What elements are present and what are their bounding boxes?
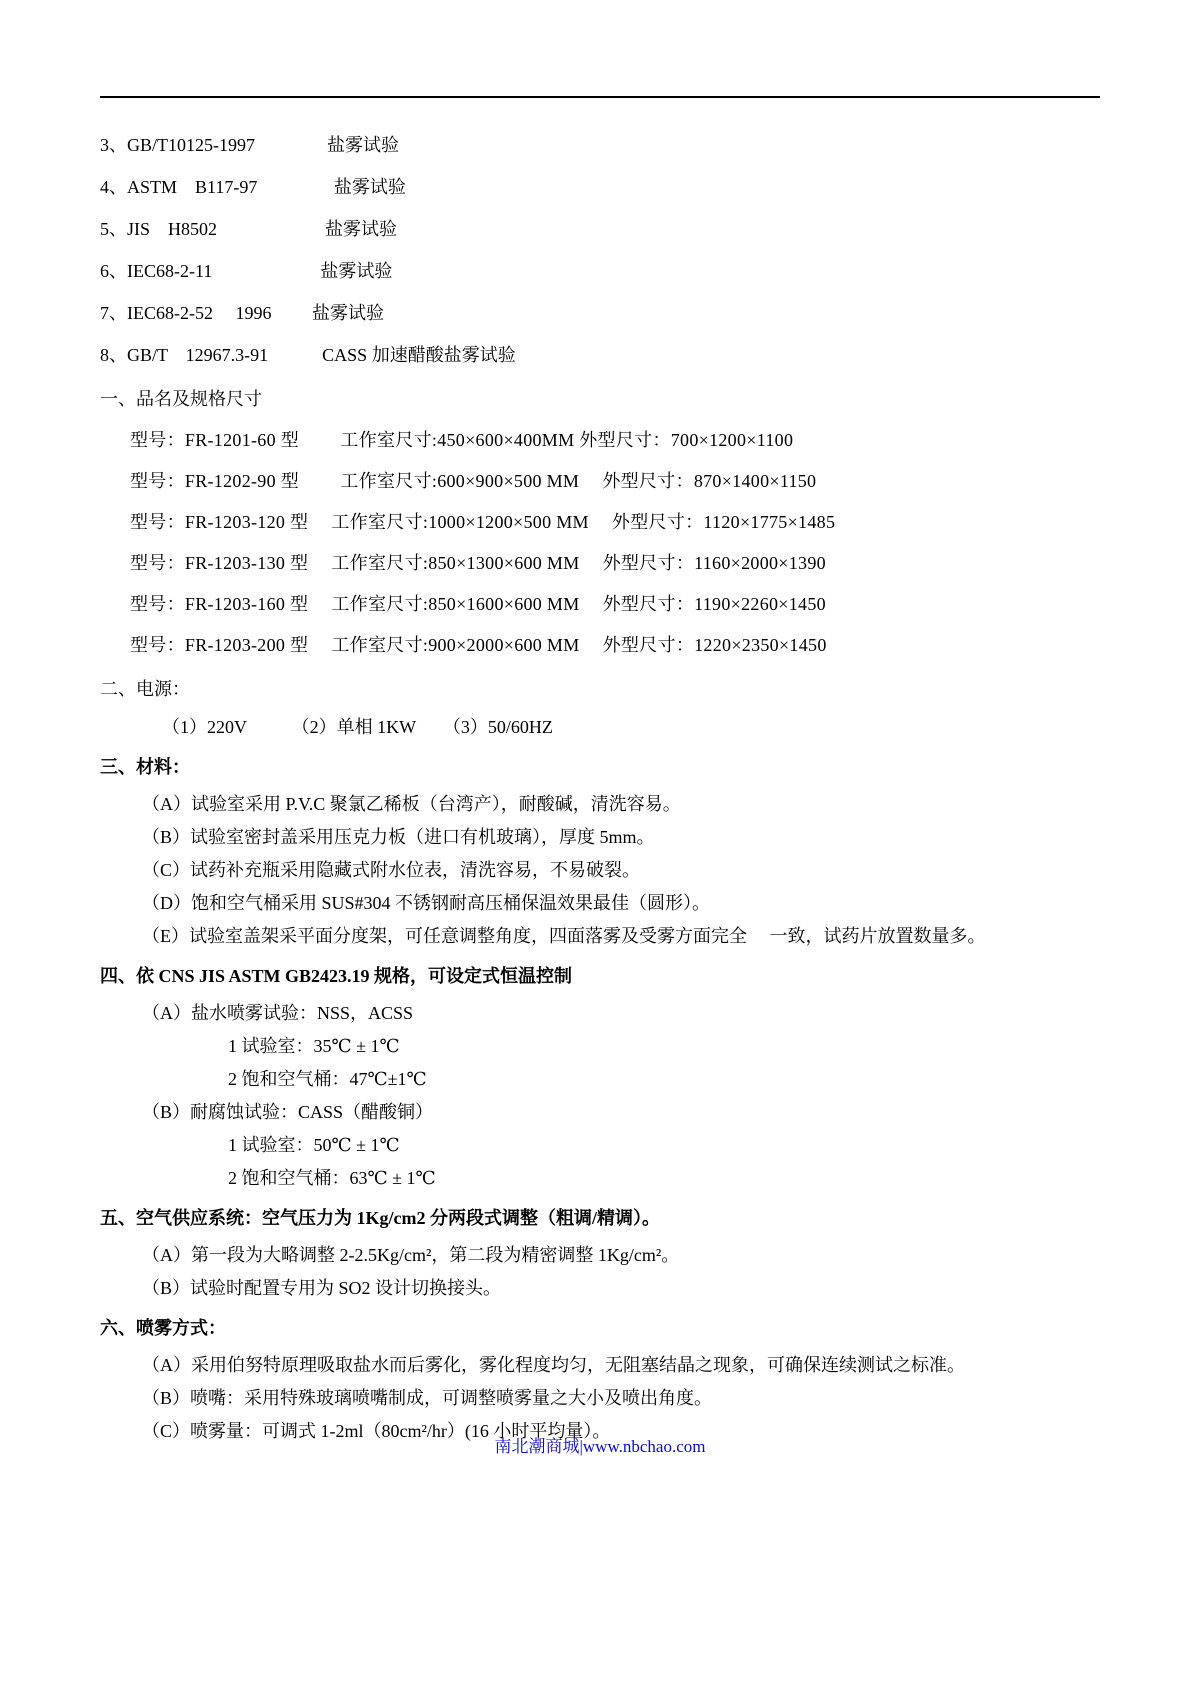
- section-product-specs: [100, 378, 1100, 666]
- air-supply-item: （A）第一段为大略调整 2-2.5Kg/cm²，第二段为精密调整 1Kg/cm²。: [142, 1245, 680, 1265]
- temp-control-item: （B）耐腐蚀试验：CASS（醋酸铜）: [142, 1102, 434, 1122]
- air-supply-item: （B）试验时配置专用为 SO2 设计切换接头。: [142, 1278, 502, 1298]
- section-4-heading: 四、依 CNS JIS ASTM GB2423.19 规格，可设定式恒温控制: [100, 966, 573, 986]
- material-item: （E）试验室盖架采平面分度架，可任意调整角度，四面落雾及受雾方面完全 一致，试药片放置数量多。: [142, 926, 986, 946]
- model-spec: 型号：FR-1203-160 型 工作室尺寸:850×1600×600 MM 外型尺寸：1190×2260×1450: [130, 594, 826, 614]
- section-temp-control: [100, 955, 1100, 1195]
- material-item: （D）饱和空气桶采用 SUS#304 不锈钢耐高压桶保温效果最佳（圆形）。: [142, 893, 711, 913]
- model-spec: 型号：FR-1203-200 型 工作室尺寸:900×2000×600 MM 外型尺寸：1220×2350×1450: [130, 635, 827, 655]
- section-5-heading: 五、空气供应系统：空气压力为 1Kg/cm2 分两段式调整（粗调/精调）。: [100, 1208, 660, 1228]
- model-spec: 型号：FR-1203-130 型 工作室尺寸:850×1300×600 MM 外型尺寸：1160×2000×1390: [130, 553, 826, 573]
- temp-control-item: （A）盐水喷雾试验：NSS，ACSS: [142, 1003, 414, 1023]
- spray-mode-item: （C）喷雾量：可调式 1-2ml（80cm²/hr）(16 小时平均量）。: [142, 1421, 611, 1441]
- footer-link[interactable]: 南北潮商城|www.nbchao.com: [494, 1437, 706, 1456]
- spray-mode-item: （B）喷嘴：采用特殊玻璃喷嘴制成，可调整喷雾量之大小及喷出角度。: [142, 1388, 713, 1408]
- standard-item: 5、JIS H8502 盐雾试验: [100, 219, 398, 239]
- temp-control-subitem: 1 试验室：35℃ ± 1℃: [228, 1036, 400, 1056]
- material-item: （B）试验室密封盖采用压克力板（进口有机玻璃），厚度 5mm。: [142, 827, 655, 847]
- standards-list: [100, 124, 1100, 376]
- standard-item: 6、IEC68-2-11 盐雾试验: [100, 261, 393, 281]
- section-1-heading: 一、品名及规格尺寸: [100, 389, 262, 409]
- top-divider: [100, 96, 1100, 98]
- temp-control-subitem: 2 饱和空气桶：47℃±1℃: [228, 1069, 427, 1089]
- standard-item: 7、IEC68-2-52 1996 盐雾试验: [100, 303, 384, 323]
- power-spec: （1）220V （2）单相 1KW （3）50/60HZ: [162, 717, 553, 737]
- model-spec: 型号：FR-1202-90 型 工作室尺寸:600×900×500 MM 外型尺寸：870×1400×1150: [130, 471, 817, 491]
- section-6-heading: 六、喷雾方式：: [100, 1318, 226, 1338]
- model-spec: 型号：FR-1203-120 型 工作室尺寸:1000×1200×500 MM 外型尺寸：1120×1775×1485: [130, 512, 836, 532]
- section-3-heading: 三、材料：: [100, 757, 190, 777]
- model-spec: 型号：FR-1201-60 型 工作室尺寸:450×600×400MM 外型尺寸：700×1200×1100: [130, 430, 794, 450]
- material-item: （C）试药补充瓶采用隐藏式附水位表，清洗容易，不易破裂。: [142, 860, 641, 880]
- section-spray-mode: [100, 1307, 1100, 1448]
- temp-control-subitem: 1 试验室：50℃ ± 1℃: [228, 1135, 400, 1155]
- material-item: （A）试验室采用 P.V.C 聚氯乙稀板（台湾产），耐酸碱，清洗容易。: [142, 794, 681, 814]
- spray-mode-item: （A）采用伯努特原理吸取盐水而后雾化，雾化程度均匀，无阻塞结晶之现象，可确保连续测试之标准。: [142, 1355, 965, 1375]
- section-air-supply: [100, 1197, 1100, 1305]
- section-materials: [100, 746, 1100, 953]
- temp-control-subitem: 2 饱和空气桶：63℃ ± 1℃: [228, 1168, 436, 1188]
- page-footer: [0, 1432, 1200, 1457]
- standard-item: 4、ASTM B117-97 盐雾试验: [100, 177, 406, 197]
- standard-item: 8、GB/T 12967.3-91 CASS 加速醋酸盐雾试验: [100, 345, 516, 365]
- section-power: [100, 668, 1100, 744]
- section-2-heading: 二、电源：: [100, 679, 190, 699]
- standard-item: 3、GB/T10125-1997 盐雾试验: [100, 135, 399, 155]
